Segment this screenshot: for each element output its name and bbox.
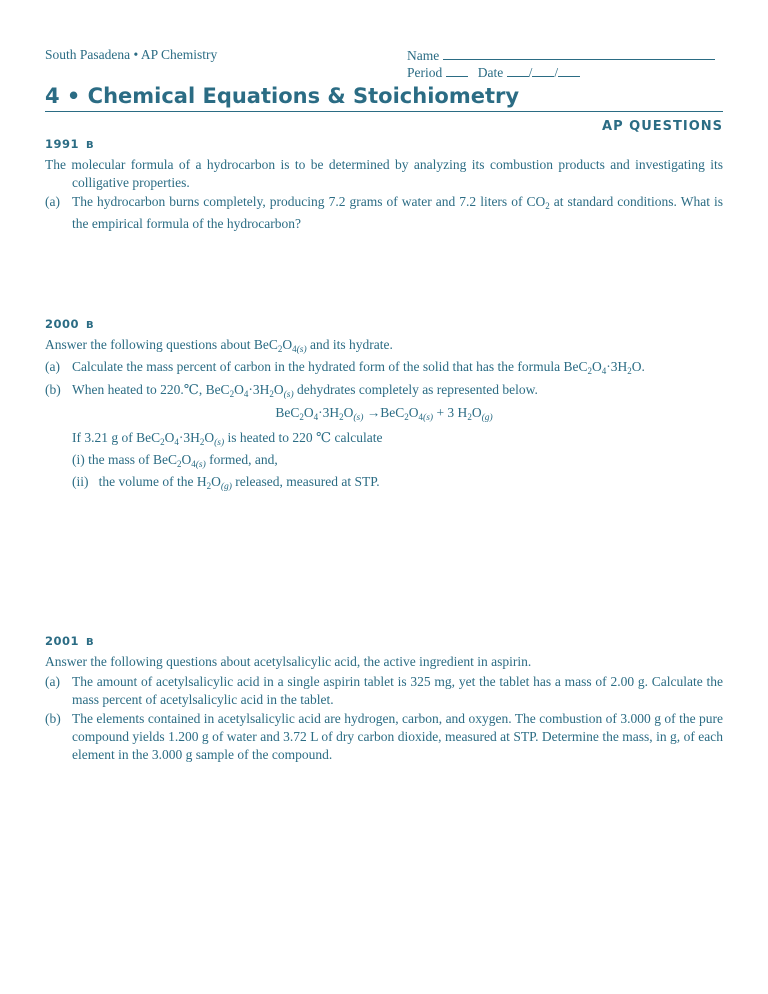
question-text: and its hydrate. [306,337,393,352]
subscript: 2 [206,481,212,491]
question-text: O. [631,359,645,374]
page-title: 4 • Chemical Equations & Stoichiometry [45,84,723,112]
student-info-block [407,47,715,81]
subscript: 2 [199,437,205,447]
subscript: 4 [191,459,196,469]
section-label: AP QUESTIONS [602,119,723,134]
formula-text: + 3 H [433,405,468,420]
state-symbol: (s) [214,438,225,448]
part-label: (a) [45,359,60,374]
question-2001-b [45,710,723,764]
question-text: O [181,452,192,467]
part-tag: B [86,320,95,331]
part-label: (b) [45,382,61,397]
formula-text: BeC [380,405,405,420]
period-line[interactable] [446,64,468,77]
subscript: 2 [269,389,274,399]
question-text: O [204,430,215,445]
name-label: Name [407,48,440,63]
question-year-1991 [45,137,94,151]
question-text: formed, and, [205,452,278,467]
part-tag: B [86,140,95,151]
question-text: at standard conditions. What is the empirical formula of the hydrocarbon? [72,194,723,231]
subscript: 2 [339,412,344,422]
formula-text: O [408,405,419,420]
subscript: 2 [627,366,632,376]
part-label: (a) [45,194,60,209]
subscript: 4 [418,412,424,422]
question-text: ·3H [606,359,628,374]
year-text: 1991 [45,137,80,151]
question-text: O [273,382,284,397]
question-text: dehydrates completely as represented below. [293,382,538,397]
question-2000-b-i [45,451,723,474]
subscript: 2 [587,366,592,376]
question-text: Answer the following questions about BeC [45,337,278,352]
part-label: (a) [45,674,60,689]
subscript: 4 [601,366,607,376]
question-text: ·3H [248,382,270,397]
subscript: 2 [160,437,165,447]
question-text: released, measured at STP. [231,474,380,489]
reaction-arrow: → [366,405,381,420]
part-label: (b) [45,711,61,726]
year-text: 2000 [45,317,80,331]
question-text: O [211,474,221,489]
question-2001-intro: Answer the following questions about acetylsalicylic acid, the active ingredient in aspirin. [45,654,532,669]
question-text: Calculate the mass percent of carbon in the hydrated form of the solid that has the formula BeC [72,359,588,374]
year-text: 2001 [45,634,80,648]
school-course: South Pasadena • AP Chemistry [45,47,218,62]
question-2000-a [45,358,723,380]
date-month-line[interactable] [507,64,529,77]
question-2000-b-condition [45,429,723,452]
subscript: 4 [174,437,179,447]
subscript: 2 [467,412,472,422]
question-text: (ii) the volume of the H [72,474,207,489]
question-2001-a [45,673,723,709]
question-text: O [282,337,293,352]
formula-text: BeC [275,405,300,420]
subscript: 2 [545,201,550,211]
subscript: 4 [292,344,297,354]
question-year-2001 [45,634,94,648]
subscript: 4 [243,389,249,399]
date-sep: / [554,65,559,80]
subscript: 2 [229,389,235,399]
question-text: The elements contained in acetylsalicylic acid are hydrogen, carbon, and oxygen. The combustion of 3.000 g of the pure compound yields 1.200 g of water and 3.72 L of dry carbon dioxide, measured at STP. Determine the mass, in g, of each element in the 3.000 g sample of the compound. [72,711,723,762]
subscript: 2 [277,344,283,354]
state-symbol: (s) [283,390,294,400]
question-text: When heated to 220.℃, BeC [72,382,230,397]
date-day-line[interactable] [532,64,554,77]
question-text: (i) the mass of BeC [72,452,177,467]
formula-text: ·3H [318,405,340,420]
state-symbol: (s) [353,413,364,423]
question-text: If 3.21 g of BeC [72,430,161,445]
period-label: Period [407,65,443,80]
subscript: 2 [176,459,182,469]
question-year-2000 [45,317,94,331]
question-2000-intro [45,336,723,359]
question-text: The hydrocarbon burns completely, producing 7.2 grams of water and 7.2 liters of CO [72,194,546,209]
question-text: O [591,359,602,374]
question-text: The amount of acetylsalicylic acid in a single aspirin tablet is 325 mg, yet the tablet has a mass of 2.00 g. Calculate the mass percent of acetylsalicylic acid in the tablet. [72,674,723,707]
question-2000-b-ii [45,473,723,496]
name-line[interactable] [443,47,715,60]
question-1991-a [45,193,723,233]
state-symbol: (g) [220,482,232,492]
subscript: 2 [404,412,409,422]
formula-text: O [303,405,314,420]
state-symbol: (s) [195,460,206,470]
question-text: O [234,382,244,397]
date-sep: / [528,65,533,80]
question-text: O [164,430,175,445]
question-text: ·3H [178,430,200,445]
state-symbol: (g) [481,413,493,423]
part-tag: B [86,637,95,648]
question-text: is heated to 220 ℃ calculate [224,430,383,445]
formula-text: O [343,405,354,420]
formula-text: O [471,405,482,420]
question-1991-intro: The molecular formula of a hydrocarbon is to be determined by analyzing its combustion products and investigating its colligative properties. [45,157,723,190]
date-label: Date [477,65,504,80]
subscript: 2 [299,412,304,422]
state-symbol: (s) [423,413,434,423]
subscript: 4 [313,412,319,422]
date-year-line[interactable] [558,64,580,77]
state-symbol: (s) [296,345,307,355]
dehydration-equation [45,405,723,423]
question-2000-b [45,381,723,404]
